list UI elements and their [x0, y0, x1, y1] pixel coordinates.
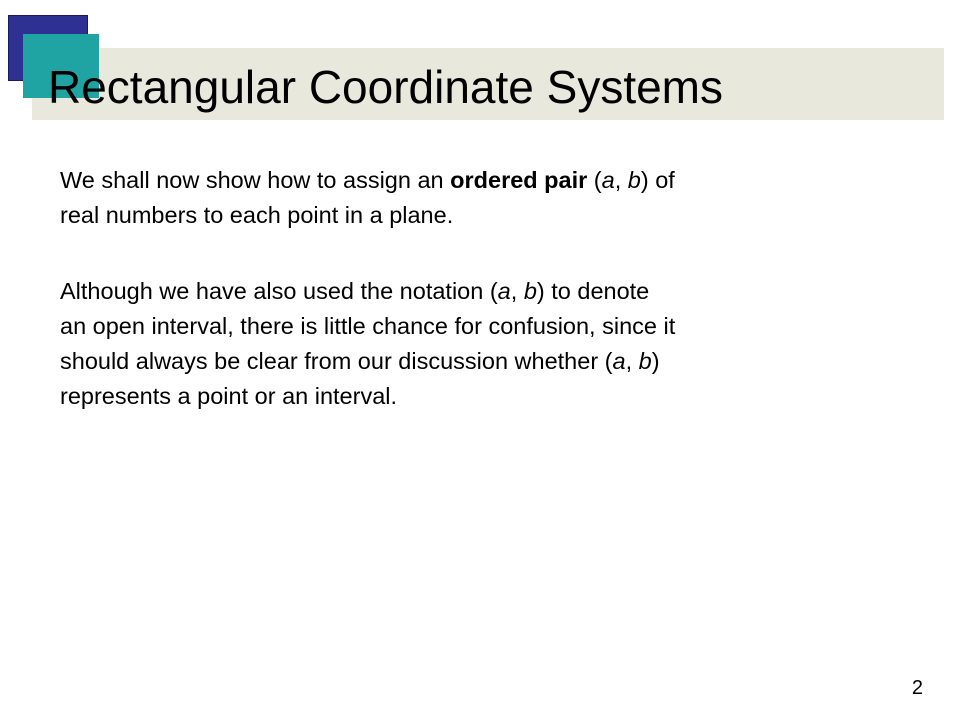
text-segment: ) — [651, 348, 660, 374]
text-segment: We shall now show how to assign an — [60, 167, 451, 193]
page-number: 2 — [911, 677, 923, 699]
text-segment: , — [625, 348, 639, 374]
text-segment: ) of — [640, 167, 675, 193]
text-segment: ) to denote — [536, 278, 650, 304]
variable-b: b — [638, 348, 652, 374]
text-segment: should always be clear from our discussion whether ( — [60, 348, 613, 374]
text-segment: , — [614, 167, 628, 193]
paragraph-2-line-3 — [60, 344, 920, 379]
text-segment: Although we have also used the notation ( — [60, 278, 498, 304]
variable-b: b — [627, 167, 641, 193]
paragraph-1-line-2: real numbers to each point in a plane. — [60, 202, 454, 228]
paragraph-2-line-1 — [60, 274, 920, 309]
paragraph-2-line-4: represents a point or an interval. — [60, 383, 398, 409]
paragraph-1-line-1 — [60, 163, 920, 198]
slide-body — [60, 163, 920, 414]
paragraph-spacer — [60, 233, 920, 274]
variable-a: a — [601, 167, 615, 193]
slide-title: Rectangular Coordinate Systems — [48, 61, 723, 113]
variable-a: a — [497, 278, 511, 304]
text-segment: ( — [587, 167, 602, 193]
variable-b: b — [523, 278, 537, 304]
variable-a: a — [612, 348, 626, 374]
text-segment: , — [510, 278, 524, 304]
paragraph-2-line-2: an open interval, there is little chance for confusion, since it — [60, 313, 676, 339]
bold-term-ordered-pair: ordered pair — [450, 167, 588, 193]
